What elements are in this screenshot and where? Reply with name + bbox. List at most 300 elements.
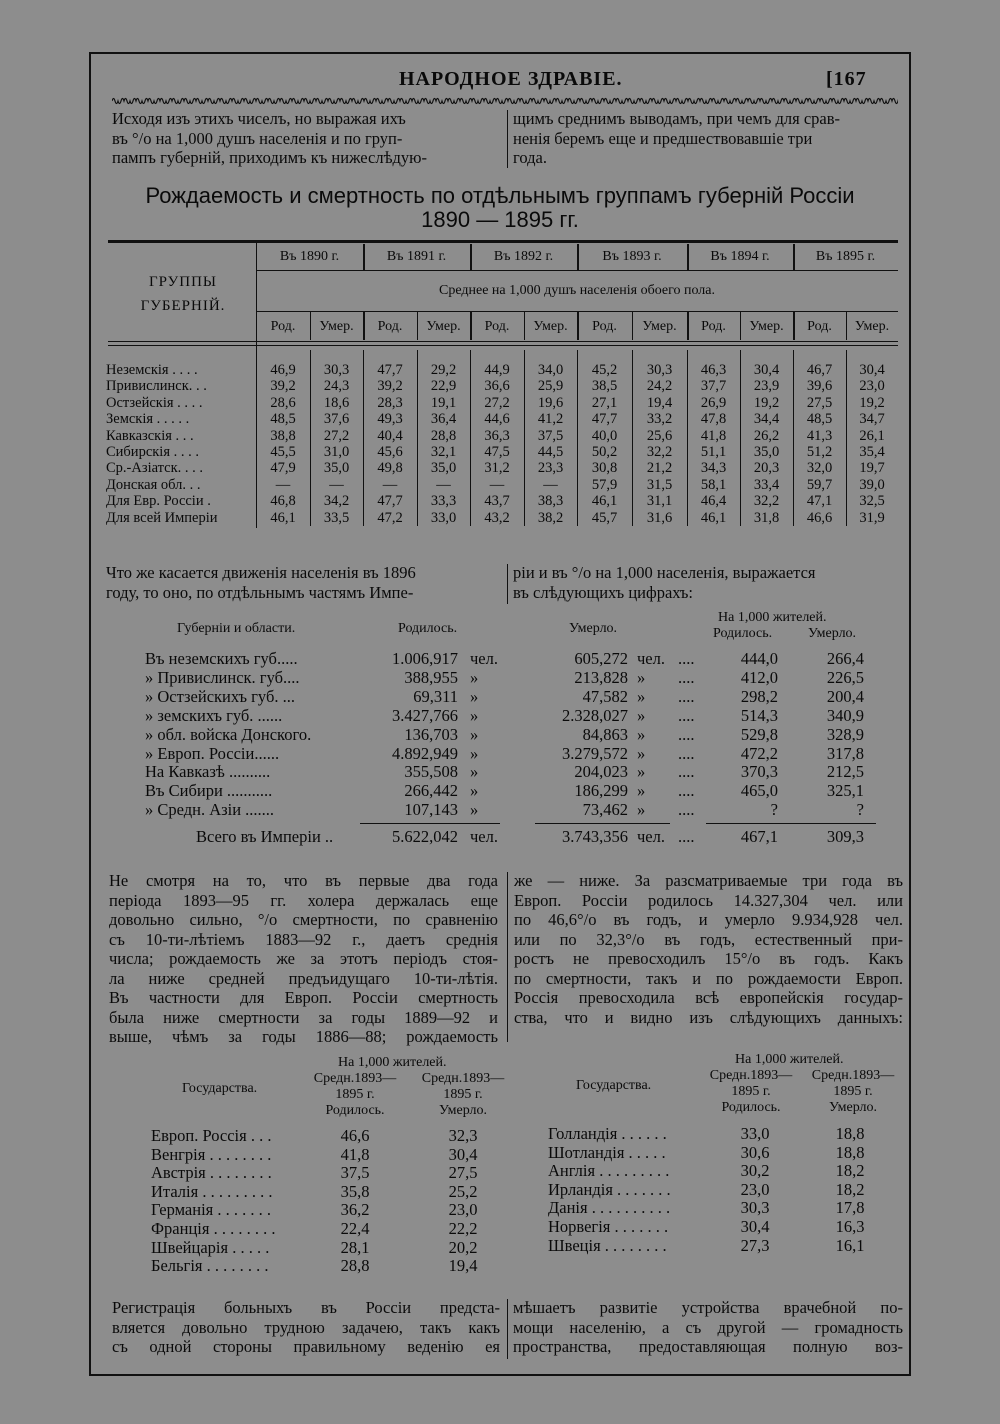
region-row-unit: » xyxy=(637,800,646,820)
cell-birth: 51,2 xyxy=(806,444,833,460)
country-label: Швейцарія . . . . . xyxy=(151,1237,270,1257)
cell-birth: 28,6 xyxy=(270,394,296,411)
country-born: 37,5 xyxy=(340,1163,370,1183)
cell-death: 23,9 xyxy=(753,378,780,395)
region-row-unit: » xyxy=(470,724,479,744)
cell-death: — xyxy=(329,476,344,493)
text-line: Регистрація больныхъ въ Россіи предста- xyxy=(112,1298,500,1317)
region-row-label: Въ Сибири ........... xyxy=(145,781,273,801)
cell-birth: 37,7 xyxy=(700,378,727,395)
region-row-unit: » xyxy=(470,762,479,782)
region-row-born: 266,442 xyxy=(404,781,458,801)
cell-birth: 47,5 xyxy=(484,444,510,460)
text-line: Европ. Россіи родилось 14.327,304 чел. или xyxy=(514,890,903,910)
region-row-rate-died: 317,8 xyxy=(826,743,864,763)
cell-death: 19,6 xyxy=(537,394,564,411)
text-line: ла ниже средней предъидущаго 10-ти-лѣтія. xyxy=(109,968,498,988)
country-died: 25,2 xyxy=(448,1181,478,1201)
country-label: Европ. Россія . . . xyxy=(151,1126,272,1145)
cell-death: 32,1 xyxy=(430,444,457,460)
year-header: Въ 1894 г. xyxy=(710,249,770,264)
cell-death: 38,3 xyxy=(537,493,564,510)
total-row-rate-died: 309,3 xyxy=(826,827,864,846)
text-line: мѣшаетъ развитіе устройства врачебной по- xyxy=(513,1298,903,1317)
birth-col-header: Род. xyxy=(270,319,296,334)
text-line: ростъ не превосходилъ 15°/о въ годъ. Какъ xyxy=(514,949,903,968)
cell-death: 31,8 xyxy=(753,509,780,526)
column-divider xyxy=(507,872,508,1042)
cell-birth: — xyxy=(275,476,291,493)
region-row-born: 355,508 xyxy=(404,762,458,782)
t2-header-per1000: На 1,000 жителей. xyxy=(718,610,827,625)
region-row-leader: .... xyxy=(678,724,695,744)
region-row-unit: чел. xyxy=(470,649,498,668)
column-divider xyxy=(507,110,508,168)
region-row-unit: » xyxy=(470,686,479,706)
cell-birth: 51,1 xyxy=(700,444,727,460)
region-row-died: 84,863 xyxy=(582,724,628,744)
total-row-unit: чел. xyxy=(637,827,665,846)
cell-death: 33,0 xyxy=(430,509,457,526)
cell-death: 34,0 xyxy=(537,362,564,378)
region-row-born: 107,143 xyxy=(404,800,458,820)
cell-death: 30,4 xyxy=(859,362,885,378)
cell-death: 20,3 xyxy=(753,460,780,477)
country-label: Швеція . . . . . . . . xyxy=(548,1235,667,1255)
year-header: Въ 1891 г. xyxy=(386,249,447,264)
row-label: Земскія . . . . . xyxy=(106,411,190,428)
sub-separator xyxy=(524,312,525,340)
cell-death: 32,5 xyxy=(859,493,885,510)
cell-death: 22,9 xyxy=(430,378,457,395)
birth-col-header: Род. xyxy=(807,319,832,334)
cell-death: 19,1 xyxy=(430,394,457,411)
row-label: Привислинск. . . xyxy=(106,378,207,395)
cell-birth: 44,9 xyxy=(484,362,510,378)
t2-header-regions: Губерніи и области. xyxy=(177,621,296,636)
total-row-died: 3.743,356 xyxy=(562,827,628,846)
sub-separator xyxy=(577,312,579,340)
intro-right: щимъ среднимъ выводамъ, при чемъ для срав- ненія беремъ еще и предшествовавшіе три года. xyxy=(513,109,841,167)
text-line: же — ниже. За разсматриваемые три года въ xyxy=(514,871,903,890)
cell-death: 19,2 xyxy=(753,394,780,411)
row-label: Остзейскія . . . . xyxy=(106,394,203,411)
year-separator xyxy=(363,244,365,270)
sub-separator xyxy=(793,312,795,340)
row-label: Ср.-Азіатск. . . . xyxy=(106,460,204,477)
t2-sum-rule xyxy=(360,823,500,824)
year-header: Въ 1895 г. xyxy=(815,249,876,264)
sub-separator xyxy=(417,312,418,340)
page-number: [167 xyxy=(826,68,867,90)
para2-right: ріи и въ °/о на 1,000 населенія, выражается въ слѣдующихъ цифрахъ: xyxy=(513,563,816,602)
cell-birth: 27,1 xyxy=(591,394,618,411)
country-born: 33,0 xyxy=(740,1124,770,1143)
cell-birth: 26,9 xyxy=(700,394,727,411)
cell-birth: 36,6 xyxy=(484,378,510,395)
cell-birth: 46,1 xyxy=(591,493,618,510)
cell-death: 32,2 xyxy=(753,493,780,510)
cell-birth: 46,4 xyxy=(700,493,727,510)
para4-right xyxy=(513,1298,903,1357)
cell-birth: 49,8 xyxy=(377,460,403,477)
region-row-died: 73,462 xyxy=(582,800,628,820)
cell-birth: 46,6 xyxy=(806,509,833,526)
death-col-header: Умер. xyxy=(854,319,890,334)
country-died: 18,2 xyxy=(835,1161,865,1181)
region-row-rate-born: 529,8 xyxy=(740,724,778,744)
cell-death: 37,6 xyxy=(323,411,350,428)
cell-death: 26,1 xyxy=(859,427,885,444)
region-row-unit: » xyxy=(470,743,479,763)
t2-sum-rule xyxy=(535,823,670,824)
text-line: съ 10-ти-лѣтіемъ 1883—92 г., даетъ среднія xyxy=(109,929,498,949)
cell-birth: 46,7 xyxy=(806,362,833,378)
t2-header-born2: Родилось. xyxy=(713,626,773,641)
year-header: Въ 1893 г. xyxy=(602,249,662,264)
row-label: Для всей Имперіи xyxy=(106,509,218,526)
country-born: 30,3 xyxy=(740,1198,770,1218)
cell-birth: 30,8 xyxy=(591,460,618,477)
region-row-born: 4.892,949 xyxy=(392,743,458,763)
country-died: 18,8 xyxy=(835,1124,865,1143)
cell-death: 29,2 xyxy=(430,362,457,378)
country-born: 30,2 xyxy=(740,1161,770,1181)
region-row-leader: .... xyxy=(678,800,695,820)
region-row-unit: » xyxy=(637,667,646,687)
t3-header-per1000-right: На 1,000 жителей. xyxy=(735,1052,844,1067)
cell-birth: 45,2 xyxy=(591,362,618,378)
region-row-rate-died: 226,5 xyxy=(826,667,864,687)
t2-header-born: Родилось. xyxy=(398,621,458,636)
country-label: Франція . . . . . . . . xyxy=(151,1219,276,1238)
t2-header-died2: Умерло. xyxy=(808,626,857,641)
birth-col-header: Род. xyxy=(484,319,510,334)
country-label: Шотландія . . . . . xyxy=(548,1142,666,1162)
country-born: 35,8 xyxy=(340,1181,370,1201)
region-row-leader: .... xyxy=(678,705,695,725)
country-born: 28,8 xyxy=(340,1256,370,1276)
country-label: Данія . . . . . . . . . . xyxy=(548,1198,671,1218)
region-row-label: » Привислинск. губ.... xyxy=(145,667,300,687)
year-header: Въ 1890 г. xyxy=(279,249,340,264)
table1-title: Рождаемость и смертность по отдѣльнымъ группамъ губерній Россіи 1890 — 1895 гг. xyxy=(145,183,855,232)
sub-separator xyxy=(310,312,311,340)
country-died: 16,1 xyxy=(835,1235,865,1255)
text-line: выше, чѣмъ за годы 1886—88; рождаемость xyxy=(109,1027,498,1046)
cell-death: 31,1 xyxy=(646,493,673,510)
cell-birth: 38,5 xyxy=(591,378,618,395)
cell-death: 26,2 xyxy=(753,427,780,444)
region-row-unit: » xyxy=(470,800,479,820)
region-row-unit: » xyxy=(637,705,646,725)
region-row-unit: » xyxy=(470,705,479,725)
text-line: Въ частности для Европ. Россіи смертность xyxy=(109,988,498,1007)
region-row-rate-born: 412,0 xyxy=(740,667,778,687)
sub-separator xyxy=(632,312,633,340)
region-row-rate-died: 325,1 xyxy=(826,781,864,801)
para3-right xyxy=(514,871,903,1027)
region-row-rate-born: 465,0 xyxy=(740,781,778,801)
country-born: 28,1 xyxy=(340,1237,370,1257)
region-row-born: 3.427,766 xyxy=(392,705,458,725)
text-line: Россія превосходила всѣ европейскія государ- xyxy=(514,988,903,1007)
region-row-rate-died: 212,5 xyxy=(826,762,864,782)
cell-death: 31,9 xyxy=(859,509,885,526)
country-born: 23,0 xyxy=(740,1179,770,1199)
table1-rule xyxy=(108,341,898,342)
country-died: 22,2 xyxy=(448,1219,478,1238)
cell-death: 19,4 xyxy=(646,394,673,411)
region-row-unit: чел. xyxy=(637,649,665,668)
group-header: ГРУППЫ ГУБЕРНІЙ. xyxy=(140,274,226,314)
text-line: или по 32,3°/о въ годъ, естественный при- xyxy=(514,929,903,949)
cell-birth: 27,5 xyxy=(806,394,833,411)
text-line: мощи населенію, а съ другой — громадность xyxy=(513,1317,903,1337)
cell-death: 41,2 xyxy=(537,411,564,428)
cell-birth: 34,3 xyxy=(700,460,727,477)
cell-death: — xyxy=(543,476,558,493)
country-label: Бельгія . . . . . . . . xyxy=(151,1256,269,1276)
cell-death: 35,4 xyxy=(859,444,885,460)
text-line: довольно сильно, °/о смертности, по сравненію xyxy=(109,910,498,929)
cell-death: 35,0 xyxy=(430,460,457,477)
region-row-unit: » xyxy=(637,743,646,763)
t3-header-col1: Средн.1893— 1895 г. Родилось. xyxy=(313,1071,397,1118)
t2-sum-rule xyxy=(706,823,876,824)
region-row-died: 2.328,027 xyxy=(562,705,628,725)
cell-birth: 32,0 xyxy=(806,460,833,477)
cell-birth: 45,6 xyxy=(377,444,403,460)
country-label: Норвегія . . . . . . . xyxy=(548,1217,669,1236)
region-row-leader: .... xyxy=(678,667,695,687)
cell-death: 33,4 xyxy=(753,476,780,493)
cell-birth: 46,8 xyxy=(270,493,296,510)
year-separator xyxy=(470,244,472,270)
text-line: ства, что и видно изъ слѣдующихъ данныхъ: xyxy=(514,1007,903,1027)
region-row-unit: » xyxy=(470,781,479,801)
region-row-rate-born: ? xyxy=(770,800,778,820)
country-died: 20,2 xyxy=(448,1237,478,1257)
cell-birth: 47,8 xyxy=(700,411,727,428)
country-label: Венгрія . . . . . . . . xyxy=(151,1144,272,1164)
year-separator xyxy=(577,244,579,270)
region-row-label: » Остзейскихъ губ. ... xyxy=(145,686,295,706)
region-row-born: 1.006,917 xyxy=(392,649,458,668)
row-label: Кавказскія . . . xyxy=(106,427,194,444)
cell-death: 30,3 xyxy=(646,362,673,378)
cell-birth: 47,1 xyxy=(806,493,833,510)
cell-death: 30,4 xyxy=(753,362,780,378)
text-line: по смертности, такъ и по рождаемости Европ. xyxy=(514,968,903,988)
t2-header-died: Умерло. xyxy=(569,621,618,636)
cell-death: 34,7 xyxy=(859,411,885,428)
year-header: Въ 1892 г. xyxy=(493,249,554,264)
sub-separator xyxy=(846,312,847,340)
country-born: 41,8 xyxy=(340,1144,370,1164)
region-row-label: » обл. войска Донского. xyxy=(145,724,312,744)
country-label: Австрія . . . . . . . . xyxy=(151,1163,272,1183)
total-row-unit: чел. xyxy=(470,827,498,846)
region-row-born: 69,311 xyxy=(413,686,458,706)
region-row-leader: .... xyxy=(678,743,695,763)
cell-birth: 41,3 xyxy=(806,427,833,444)
total-row-born: 5.622,042 xyxy=(392,827,458,846)
region-row-died: 213,828 xyxy=(574,667,628,687)
country-born: 30,6 xyxy=(740,1142,770,1162)
region-row-rate-died: 200,4 xyxy=(826,686,864,706)
region-row-unit: » xyxy=(637,724,646,744)
cell-birth: 36,3 xyxy=(484,427,510,444)
table1-subheader: Среднее на 1,000 душъ населенія обоего пола. xyxy=(439,283,715,298)
cell-birth: 39,6 xyxy=(806,378,833,395)
country-label: Англія . . . . . . . . . xyxy=(548,1161,670,1181)
birth-col-header: Род. xyxy=(592,319,617,334)
total-row-label: Всего въ Имперіи .. xyxy=(196,827,334,846)
region-row-rate-died: 340,9 xyxy=(826,705,864,725)
cell-birth: 45,7 xyxy=(591,509,618,526)
para4-left xyxy=(112,1298,500,1357)
cell-death: 36,4 xyxy=(430,411,457,428)
country-died: 32,3 xyxy=(448,1126,478,1145)
region-row-rate-died: ? xyxy=(856,800,864,820)
region-row-unit: » xyxy=(637,781,646,801)
cell-birth: 58,1 xyxy=(700,476,727,493)
region-row-leader: .... xyxy=(678,686,695,706)
death-col-header: Умер. xyxy=(533,319,568,334)
cell-birth: 38,8 xyxy=(270,427,296,444)
cell-death: 38,2 xyxy=(537,509,564,526)
region-row-unit: » xyxy=(637,686,646,706)
year-separator xyxy=(793,244,795,270)
cell-birth: — xyxy=(489,476,505,493)
region-row-died: 47,582 xyxy=(582,686,628,706)
intro-left: Исходя изъ этихъ чиселъ, но выражая ихъ въ °/о на 1,000 душъ населенія и по груп- пампъ губерній, приходимъ къ нижеслѣдую- xyxy=(112,109,427,167)
t3-header-col2-right: Средн.1893— 1895 г. Умерло. xyxy=(811,1068,895,1115)
region-row-rate-died: 328,9 xyxy=(826,724,864,744)
country-born: 27,3 xyxy=(740,1235,770,1255)
cell-birth: 31,2 xyxy=(484,460,510,477)
birth-col-header: Род. xyxy=(377,319,403,334)
cell-death: 33,3 xyxy=(430,493,457,510)
running-title: НАРОДНОЕ ЗДРАВІЕ. xyxy=(399,68,623,90)
table1-top-rule xyxy=(108,240,898,243)
country-died: 17,8 xyxy=(835,1198,865,1218)
cell-death: 30,3 xyxy=(323,362,350,378)
cell-death: 24,2 xyxy=(646,378,673,395)
country-born: 22,4 xyxy=(340,1219,370,1238)
year-separator xyxy=(687,244,689,270)
cell-birth: 44,6 xyxy=(484,411,510,428)
t3-header-state-right: Государства. xyxy=(576,1078,652,1093)
region-row-died: 3.279,572 xyxy=(562,743,628,763)
cell-death: 31,5 xyxy=(646,476,673,493)
country-label: Италія . . . . . . . . . xyxy=(151,1181,273,1201)
cell-death: 31,6 xyxy=(646,509,673,526)
cell-death: 33,2 xyxy=(646,411,673,428)
text-line: по 46,6°/о въ годъ, и умерло 9.934,928 чел. xyxy=(514,910,903,929)
cell-birth: 27,2 xyxy=(484,394,510,411)
cell-birth: 48,5 xyxy=(806,411,833,428)
sub-separator xyxy=(470,312,472,340)
region-row-rate-born: 444,0 xyxy=(740,649,778,668)
cell-birth: 40,4 xyxy=(377,427,403,444)
cell-birth: 47,7 xyxy=(591,411,618,428)
region-row-rate-died: 266,4 xyxy=(826,649,864,668)
cell-death: 23,0 xyxy=(859,378,885,395)
cell-death: 33,5 xyxy=(323,509,350,526)
country-born: 30,4 xyxy=(740,1217,770,1236)
cell-birth: 46,3 xyxy=(700,362,727,378)
country-born: 36,2 xyxy=(340,1200,370,1220)
cell-birth: 39,2 xyxy=(377,378,403,395)
country-born: 46,6 xyxy=(340,1126,370,1145)
column-divider xyxy=(507,1299,508,1359)
text-line: пространства, предоставляющая полную воз- xyxy=(513,1337,903,1356)
cell-death: 28,8 xyxy=(430,427,457,444)
region-row-label: » Европ. Россіи...... xyxy=(145,743,280,763)
region-row-label: Въ неземскихъ губ..... xyxy=(145,649,298,668)
cell-birth: 48,5 xyxy=(270,411,296,428)
country-died: 19,4 xyxy=(448,1256,478,1276)
column-divider xyxy=(507,564,508,604)
cell-death: 31,0 xyxy=(323,444,350,460)
cell-death: 23,3 xyxy=(537,460,564,477)
cell-birth: 47,9 xyxy=(270,460,296,477)
cell-death: 44,5 xyxy=(537,444,564,460)
cell-death: 24,3 xyxy=(323,378,350,395)
cell-death: 35,0 xyxy=(323,460,350,477)
death-col-header: Умер. xyxy=(426,319,461,334)
country-label: Голландія . . . . . . xyxy=(548,1124,667,1143)
text-line: съ одной стороны правильному веденію ея xyxy=(112,1337,500,1356)
cell-birth: — xyxy=(382,476,398,493)
country-died: 18,2 xyxy=(835,1179,865,1199)
cell-death: 27,2 xyxy=(323,427,350,444)
region-row-label: » земскихъ губ. ...... xyxy=(145,705,283,725)
t3-header-state: Государства. xyxy=(182,1081,258,1096)
country-died: 27,5 xyxy=(448,1163,478,1183)
table1-rule xyxy=(256,270,898,271)
cell-death: — xyxy=(436,476,451,493)
total-row-leader: .... xyxy=(678,827,695,846)
cell-death: 34,2 xyxy=(323,493,350,510)
death-col-header: Умер. xyxy=(749,319,784,334)
cell-birth: 45,5 xyxy=(270,444,296,460)
t3-header-col2: Средн.1893— 1895 г. Умерло. xyxy=(421,1071,505,1118)
death-col-header: Умер. xyxy=(319,319,354,334)
text-line: числа; рождаемость же за этотъ періодъ стоя- xyxy=(109,949,498,968)
region-row-unit: » xyxy=(470,667,479,687)
sub-separator xyxy=(363,312,365,340)
cell-birth: 50,2 xyxy=(591,444,618,460)
wave-divider xyxy=(112,96,898,106)
cell-birth: 47,2 xyxy=(377,509,403,526)
cell-birth: 40,0 xyxy=(591,427,618,444)
cell-death: 18,6 xyxy=(323,394,350,411)
cell-birth: 46,9 xyxy=(270,362,296,378)
region-row-label: » Средн. Азіи ....... xyxy=(145,800,275,820)
region-row-died: 605,272 xyxy=(574,649,628,668)
death-col-header: Умер. xyxy=(642,319,677,334)
cell-birth: 46,1 xyxy=(270,509,296,526)
cell-death: 32,2 xyxy=(646,444,673,460)
cell-birth: 39,2 xyxy=(270,378,296,395)
cell-death: 19,7 xyxy=(859,460,885,477)
cell-birth: 49,3 xyxy=(377,411,403,428)
text-line: была ниже смертности за годы 1889—92 и xyxy=(109,1007,498,1027)
cell-death: 34,4 xyxy=(753,411,780,428)
